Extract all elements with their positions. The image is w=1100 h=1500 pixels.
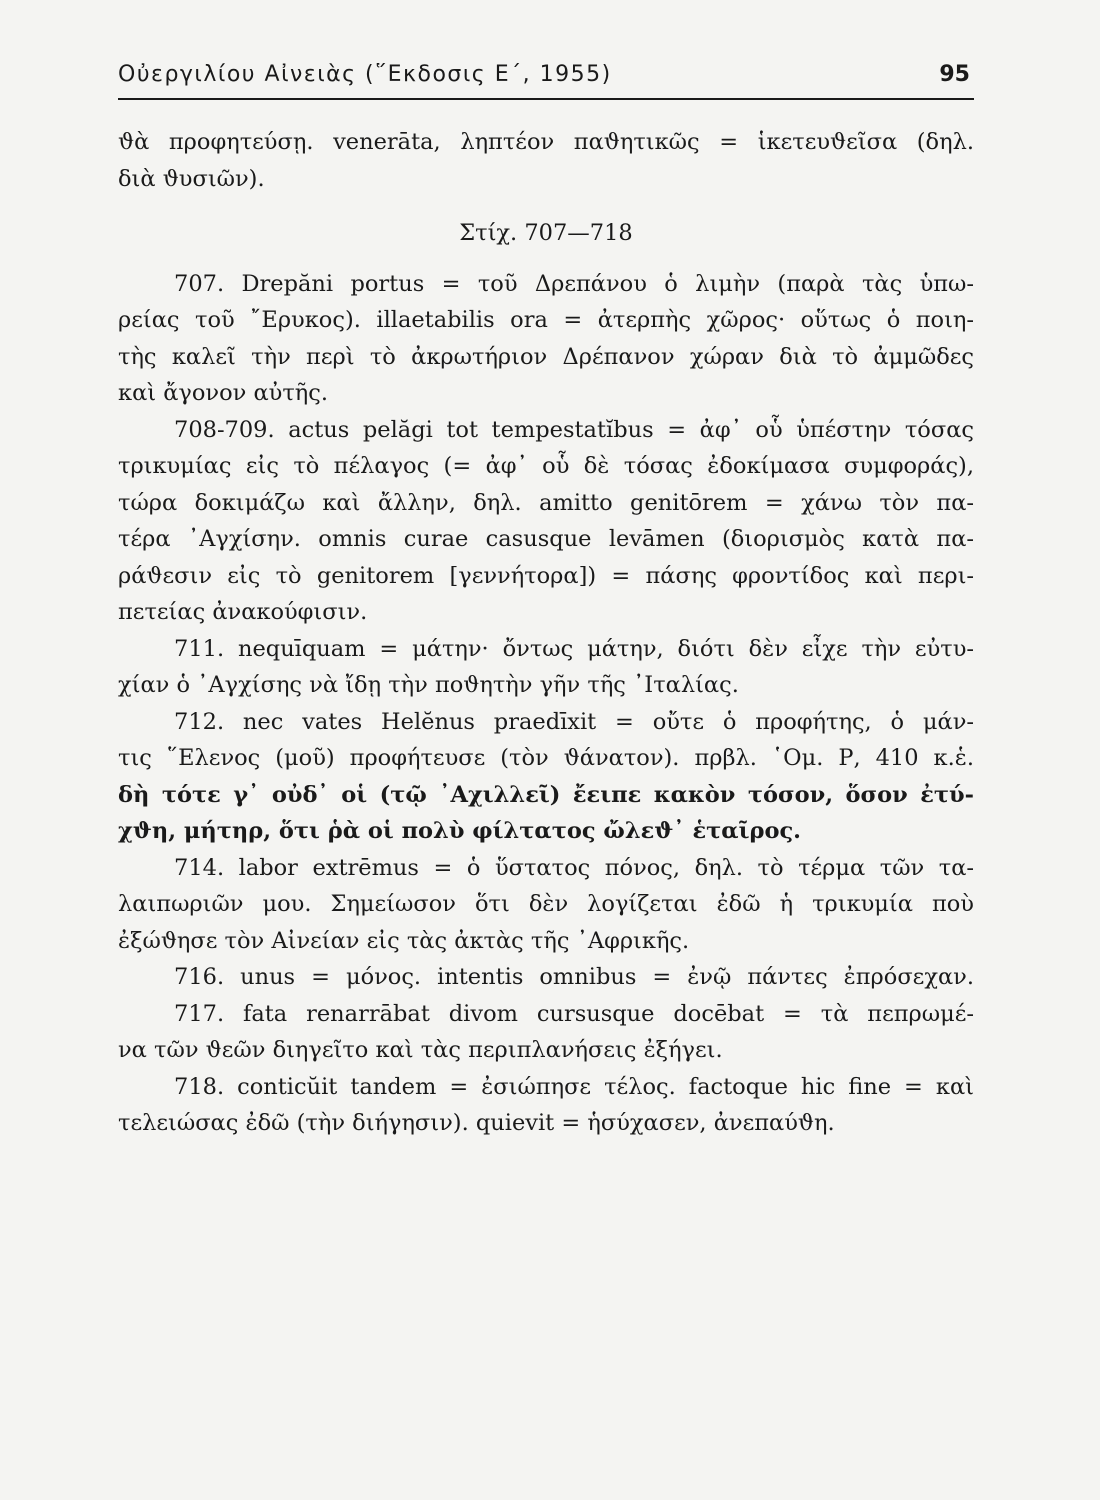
text-line: ράϑεσιν εἰς τὸ genitorem [γεννήτορα]) = πάσης φροντίδος καὶ περι-: [118, 562, 974, 589]
text-line: τελειώσας ἐδῶ (τὴν διήγησιν). quievit = ἡσύχασεν, ἀνεπαύϑη.: [118, 1110, 835, 1136]
text-line: 707. Drepăni portus = τοῦ Δρεπάνου ὁ λιμὴν (παρὰ τὰς ὑπω-: [174, 270, 974, 297]
text-line: διὰ ϑυσιῶν).: [118, 165, 265, 192]
text-line: πετείας ἀνακούφισιν.: [118, 599, 368, 625]
text-line: λαιπωριῶν μου. Σημείωσον ὅτι δὲν λογίζεται ἐδῶ ἡ τρικυμία ποὺ: [118, 891, 974, 917]
homer-quote-line: χϑη, μήτηρ, ὅτι ῥὰ οἱ πολὺ φίλτατος ὤλεϑ᾽ ἑταῖρος.: [118, 818, 802, 844]
text-line: 712. nec vates Helĕnus praedīxit = οὔτε ὁ προφήτης, ὁ μάν-: [174, 708, 974, 735]
text-line: χίαν ὁ ᾽Αγχίσης νὰ ἴδῃ τὴν ποϑητὴν γῆν τῆς ᾽Ιταλίας.: [118, 672, 739, 698]
section-heading: Στίχ. 707—718: [459, 220, 633, 246]
text-line: ἐξώϑησε τὸν Αἰνείαν εἰς τὰς ἀκτὰς τῆς ᾽Αφρικῆς.: [118, 927, 690, 954]
page-number: 95: [939, 62, 970, 87]
text-line: τέρα ᾽Αγχίσην. omnis curae casusque levāmen (διορισμὸς κατὰ πα-: [118, 526, 974, 552]
text-line: ϑὰ προφητεύσῃ. venerāta, ληπτέον παϑητικῶς = ἱκετευϑεῖσα (δηλ.: [118, 129, 974, 155]
text-line: 714. labor extrēmus = ὁ ὕστατος πόνος, δηλ. τὸ τέρμα τῶν τα-: [174, 854, 974, 881]
text-line: τώρα δοκιμάζω καὶ ἄλλην, δηλ. amitto genitōrem = χάνω τὸν πα-: [118, 489, 974, 516]
text-line: καὶ ἄγονον αὐτῆς.: [118, 380, 329, 406]
text-line: 718. conticŭit tandem = ἐσιώπησε τέλος. factoque hic fine = καὶ: [174, 1073, 974, 1100]
text-line: ρείας τοῦ ῎Ερυκος). illaetabilis ora = ἀτερπὴς χῶρος· οὕτως ὁ ποιη-: [118, 307, 974, 333]
text-line: τις ῞Ελενος (μοῦ) προφήτευσε (τὸν ϑάνατον). πρβλ. ῾Ομ. Ρ, 410 κ.ἑ.: [118, 745, 974, 771]
text-line: 708-709. actus pelăgi tot tempestatĭbus = ἀφ᾽ οὗ ὑπέστην τόσας: [174, 416, 974, 443]
text-line: τὴς καλεῖ τὴν περὶ τὸ ἀκρωτήριον Δρέπανον χώραν διὰ τὸ ἀμμῶδες: [118, 343, 974, 370]
homer-quote-line: δὴ τότε γ᾽ οὐδ᾽ οἱ (τῷ ᾽Αχιλλεῖ) ἔειπε κακὸν τόσον, ὅσον ἐτύ-: [118, 781, 974, 808]
text-line: 717. fata renarrābat divom cursusque docēbat = τὰ πεπρωμέ-: [174, 1000, 974, 1027]
commentary-text: [118, 124, 974, 1142]
running-title: Οὐεργιλίου Αἰνειὰς (῞Εκδοσις Ε΄, 1955): [118, 62, 612, 87]
text-line: τρικυμίας εἰς τὸ πέλαγος (= ἀφ᾽ οὗ δὲ τόσας ἐδοκίμασα συμφοράς),: [118, 453, 974, 479]
running-head: [118, 58, 974, 100]
text-line: 711. nequīquam = μάτην· ὄντως μάτην, διότι δὲν εἶχε τὴν εὐτυ-: [174, 635, 974, 662]
text-line: 716. unus = μόνος. intentis omnibus = ἐνῷ πάντες ἐπρόσεχαν.: [174, 964, 974, 990]
text-line: να τῶν ϑεῶν διηγεῖτο καὶ τὰς περιπλανήσεις ἐξήγει.: [118, 1037, 723, 1063]
